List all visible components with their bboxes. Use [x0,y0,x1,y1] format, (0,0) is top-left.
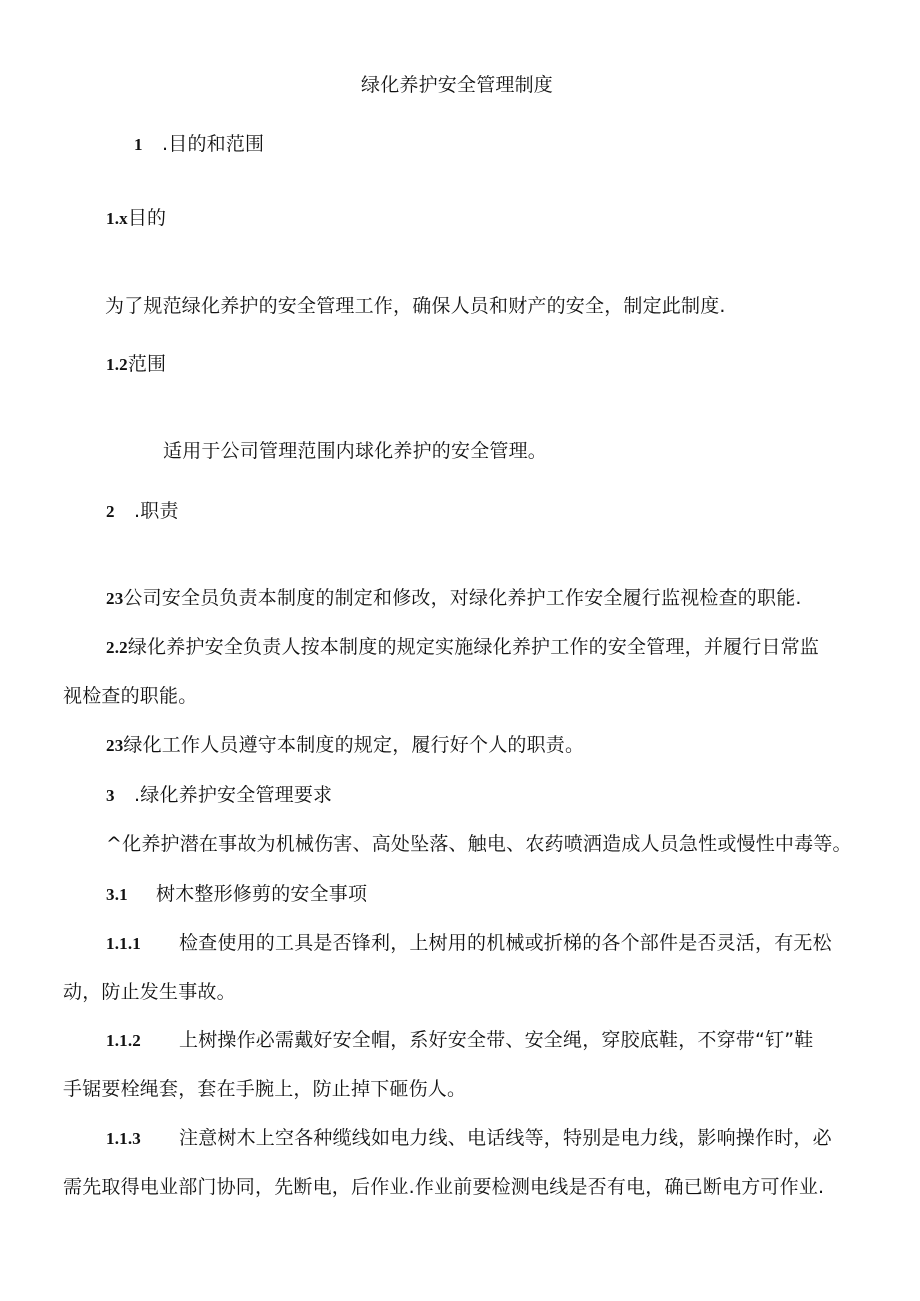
duty-2-text-line-1: 绿化养护安全负责人按本制度的规定实施绿化养护工作的安全管理，并履行日常监 [127,636,820,658]
section-2-title: .职责 [134,500,179,522]
section-3-heading [106,782,332,809]
item-1-1-3-text-line-1: 注意树木上空各种缆线如电力线、电话线等，特别是电力线，影响操作时，必 [179,1127,832,1149]
purpose-paragraph: 为了规范绿化养护的安全管理工作，确保人员和财产的安全，制定此制度. [105,295,726,317]
section-2-heading [106,498,179,525]
duty-1-text: 公司安全员负责本制度的制定和修改，对绿化养护工作安全履行监视检查的职能. [123,587,802,609]
section-3-1-title: 树木整形修剪的安全事项 [156,883,368,905]
item-1-1-3-continuation: 需先取得电业部门协同，先断电，后作业.作业前要检测电线是否有电，确已断电方可作业. [63,1176,825,1198]
section-3-intro: ^化养护潜在事故为机械伤害、高处坠落、触电、农药喷洒造成人员急性或慢性中毒等。 [106,833,852,855]
section-3-title: .绿化养护安全管理要求 [134,784,333,806]
section-3-1-number: 3.1 [106,885,128,904]
duty-1-paragraph [106,585,802,612]
duty-3-paragraph [106,732,584,759]
item-1-1-3-number: 1.1.3 [106,1129,141,1148]
duty-2-continuation: 视检查的职能。 [63,685,198,707]
item-1-1-2-number: 1.1.2 [106,1031,141,1050]
section-3-number: 3 [106,786,115,805]
item-1-1-1-paragraph [106,930,832,957]
item-1-1-2-text-line-1: 上树操作必需戴好安全帽，系好安全带、安全绳，穿胶底鞋，不穿带“钉”鞋 [179,1029,814,1051]
section-1-number: 1 [134,135,143,154]
item-1-1-1-text-line-1: 检查使用的工具是否锋利，上树用的机械或折梯的各个部件是否灵活，有无松 [179,932,832,954]
section-1-2-heading [106,351,166,378]
section-1-2-number: 1.2 [106,355,128,374]
duty-3-text: 绿化工作人员遵守本制度的规定，履行好个人的职责。 [123,734,585,756]
scope-paragraph: 适用于公司管理范围内球化养护的安全管理。 [163,440,548,462]
duty-3-number: 23 [106,736,124,755]
section-1-1-number: 1.x [106,209,128,228]
document-title: 绿化养护安全管理制度 [361,74,554,96]
duty-2-paragraph [106,634,819,661]
section-1-1-title: 目的 [127,207,167,229]
section-2-number: 2 [106,502,115,521]
item-1-1-3-paragraph [106,1125,832,1152]
duty-2-number: 2.2 [106,638,128,657]
section-1-2-title: 范围 [127,353,167,375]
item-1-1-1-continuation: 动，防止发生事故。 [63,981,236,1003]
section-3-1-heading [106,881,367,908]
item-1-1-1-number: 1.1.1 [106,934,141,953]
section-1-title: .目的和范围 [162,133,265,155]
section-1-heading [134,131,264,158]
section-1-1-heading [106,205,166,232]
item-1-1-2-paragraph [106,1027,814,1054]
item-1-1-2-continuation: 手锯要栓绳套，套在手腕上，防止掉下砸伤人。 [63,1078,467,1100]
duty-1-number: 23 [106,589,124,608]
